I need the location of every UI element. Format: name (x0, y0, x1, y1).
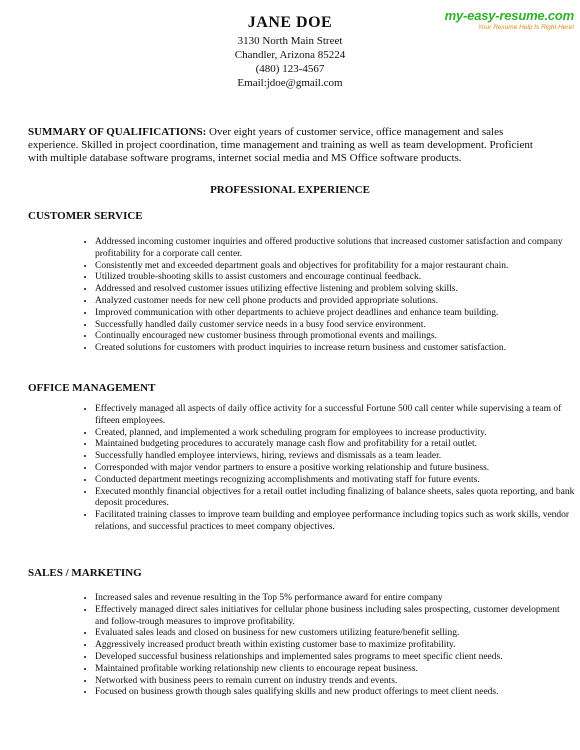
list-item: • Consistently met and exceeded department goals and objectives for profitability for a major restaurant chain. (95, 261, 575, 273)
professional-experience-heading: PROFESSIONAL EXPERIENCE (210, 184, 370, 196)
logo-tagline: Your Resume Help Is Right Here! (477, 24, 574, 31)
summary-label: SUMMARY OF QUALIFICATIONS: (28, 126, 207, 138)
summary-of-qualifications (28, 126, 548, 165)
list-item: • Successfully handled employee interviews, hiring, reviews and dismissals as a team leader. (95, 451, 575, 463)
list-item: • Facilitated training classes to improve team building and employee performance including topics such as work skills, vendor relations, and successful practices to meet company objectives. (95, 510, 575, 534)
list-item: • Focused on business growth though sales qualifying skills and new product offerings to meet client needs. (95, 687, 575, 699)
list-item: • Networked with business peers to remain current on industry trends and events. (95, 676, 575, 688)
list-item: • Maintained profitable working relationship new clients to encourage repeat business. (95, 664, 575, 676)
section-title-office-management: OFFICE MANAGEMENT (28, 382, 156, 394)
email-line: Email:jdoe@gmail.com (237, 77, 343, 89)
list-item: • Executed monthly financial objectives for a retail outlet including finalizing of balance sheets, sales quota reporting, and bank deposit procedures. (95, 487, 575, 511)
list-item: • Created solutions for customers with product inquiries to increase return business and customer satisfaction. (95, 343, 575, 355)
phone-line: (480) 123-4567 (255, 63, 325, 75)
list-item: • Developed successful business relationships and implemented sales programs to meet specific client needs. (95, 652, 575, 664)
list-item: • Evaluated sales leads and closed on business for new customers utilizing feature/benefit selling. (95, 628, 575, 640)
list-item: • Effectively managed all aspects of daily office activity for a successful Fortune 500 call center while supervising a team of fifteen employees. (95, 404, 575, 428)
list-item: • Analyzed customer needs for new cell phone products and provided appropriate solutions. (95, 296, 575, 308)
list-item: • Effectively managed direct sales initiatives for cellular phone business including sales prospecting, customer development and follow-trough measures to improve profitability. (95, 605, 575, 629)
candidate-name: JANE DOE (247, 14, 333, 31)
list-item: • Utilized trouble-shooting skills to assist customers and encourage continual feedback. (95, 272, 575, 284)
list-item: • Maintained budgeting procedures to accurately manage cash flow and profitability for a retail outlet. (95, 439, 575, 451)
office-management-list (78, 404, 575, 534)
list-item: • Continually encouraged new customer business through promotional events and mailings. (95, 331, 575, 343)
list-item: • Created, planned, and implemented a work scheduling program for employees to increase productivity. (95, 428, 575, 440)
list-item: • Improved communication with other departments to achieve project deadlines and enhance team building. (95, 308, 575, 320)
customer-service-list (78, 237, 575, 355)
list-item: • Increased sales and revenue resulting in the Top 5% performance award for entire company (95, 593, 575, 605)
list-item: • Corresponded with major vendor partners to ensure a positive working relationship and future business. (95, 463, 575, 475)
list-item: • Successfully handled daily customer service needs in a busy food service environment. (95, 320, 575, 332)
list-item: • Addressed and resolved customer issues utilizing effective listening and problem solving skills. (95, 284, 575, 296)
list-item: • Conducted department meetings recognizing accomplishments and motivating staff for future events. (95, 475, 575, 487)
logo-brand-text: my-easy-resume.com (444, 8, 574, 23)
list-item: • Addressed incoming customer inquiries and offered productive solutions that increased customer satisfaction and company profitability for a corporate call center. (95, 237, 575, 261)
summary-text: Over eight years of customer service, office management and sales experience. Skilled in project coordination, time management and training as well as team development. Proficient with multiple database software programs, internet social media and MS Office software products. (28, 126, 533, 164)
section-title-sales-marketing: SALES / MARKETING (28, 567, 142, 579)
section-title-customer-service: CUSTOMER SERVICE (28, 210, 143, 222)
list-item: • Aggressively increased product breath within existing customer base to maximize profitability. (95, 640, 575, 652)
resume-header (0, 14, 580, 90)
city-line: Chandler, Arizona 85224 (234, 49, 346, 61)
address-line: 3130 North Main Street (237, 35, 343, 47)
sales-marketing-list (78, 593, 575, 699)
